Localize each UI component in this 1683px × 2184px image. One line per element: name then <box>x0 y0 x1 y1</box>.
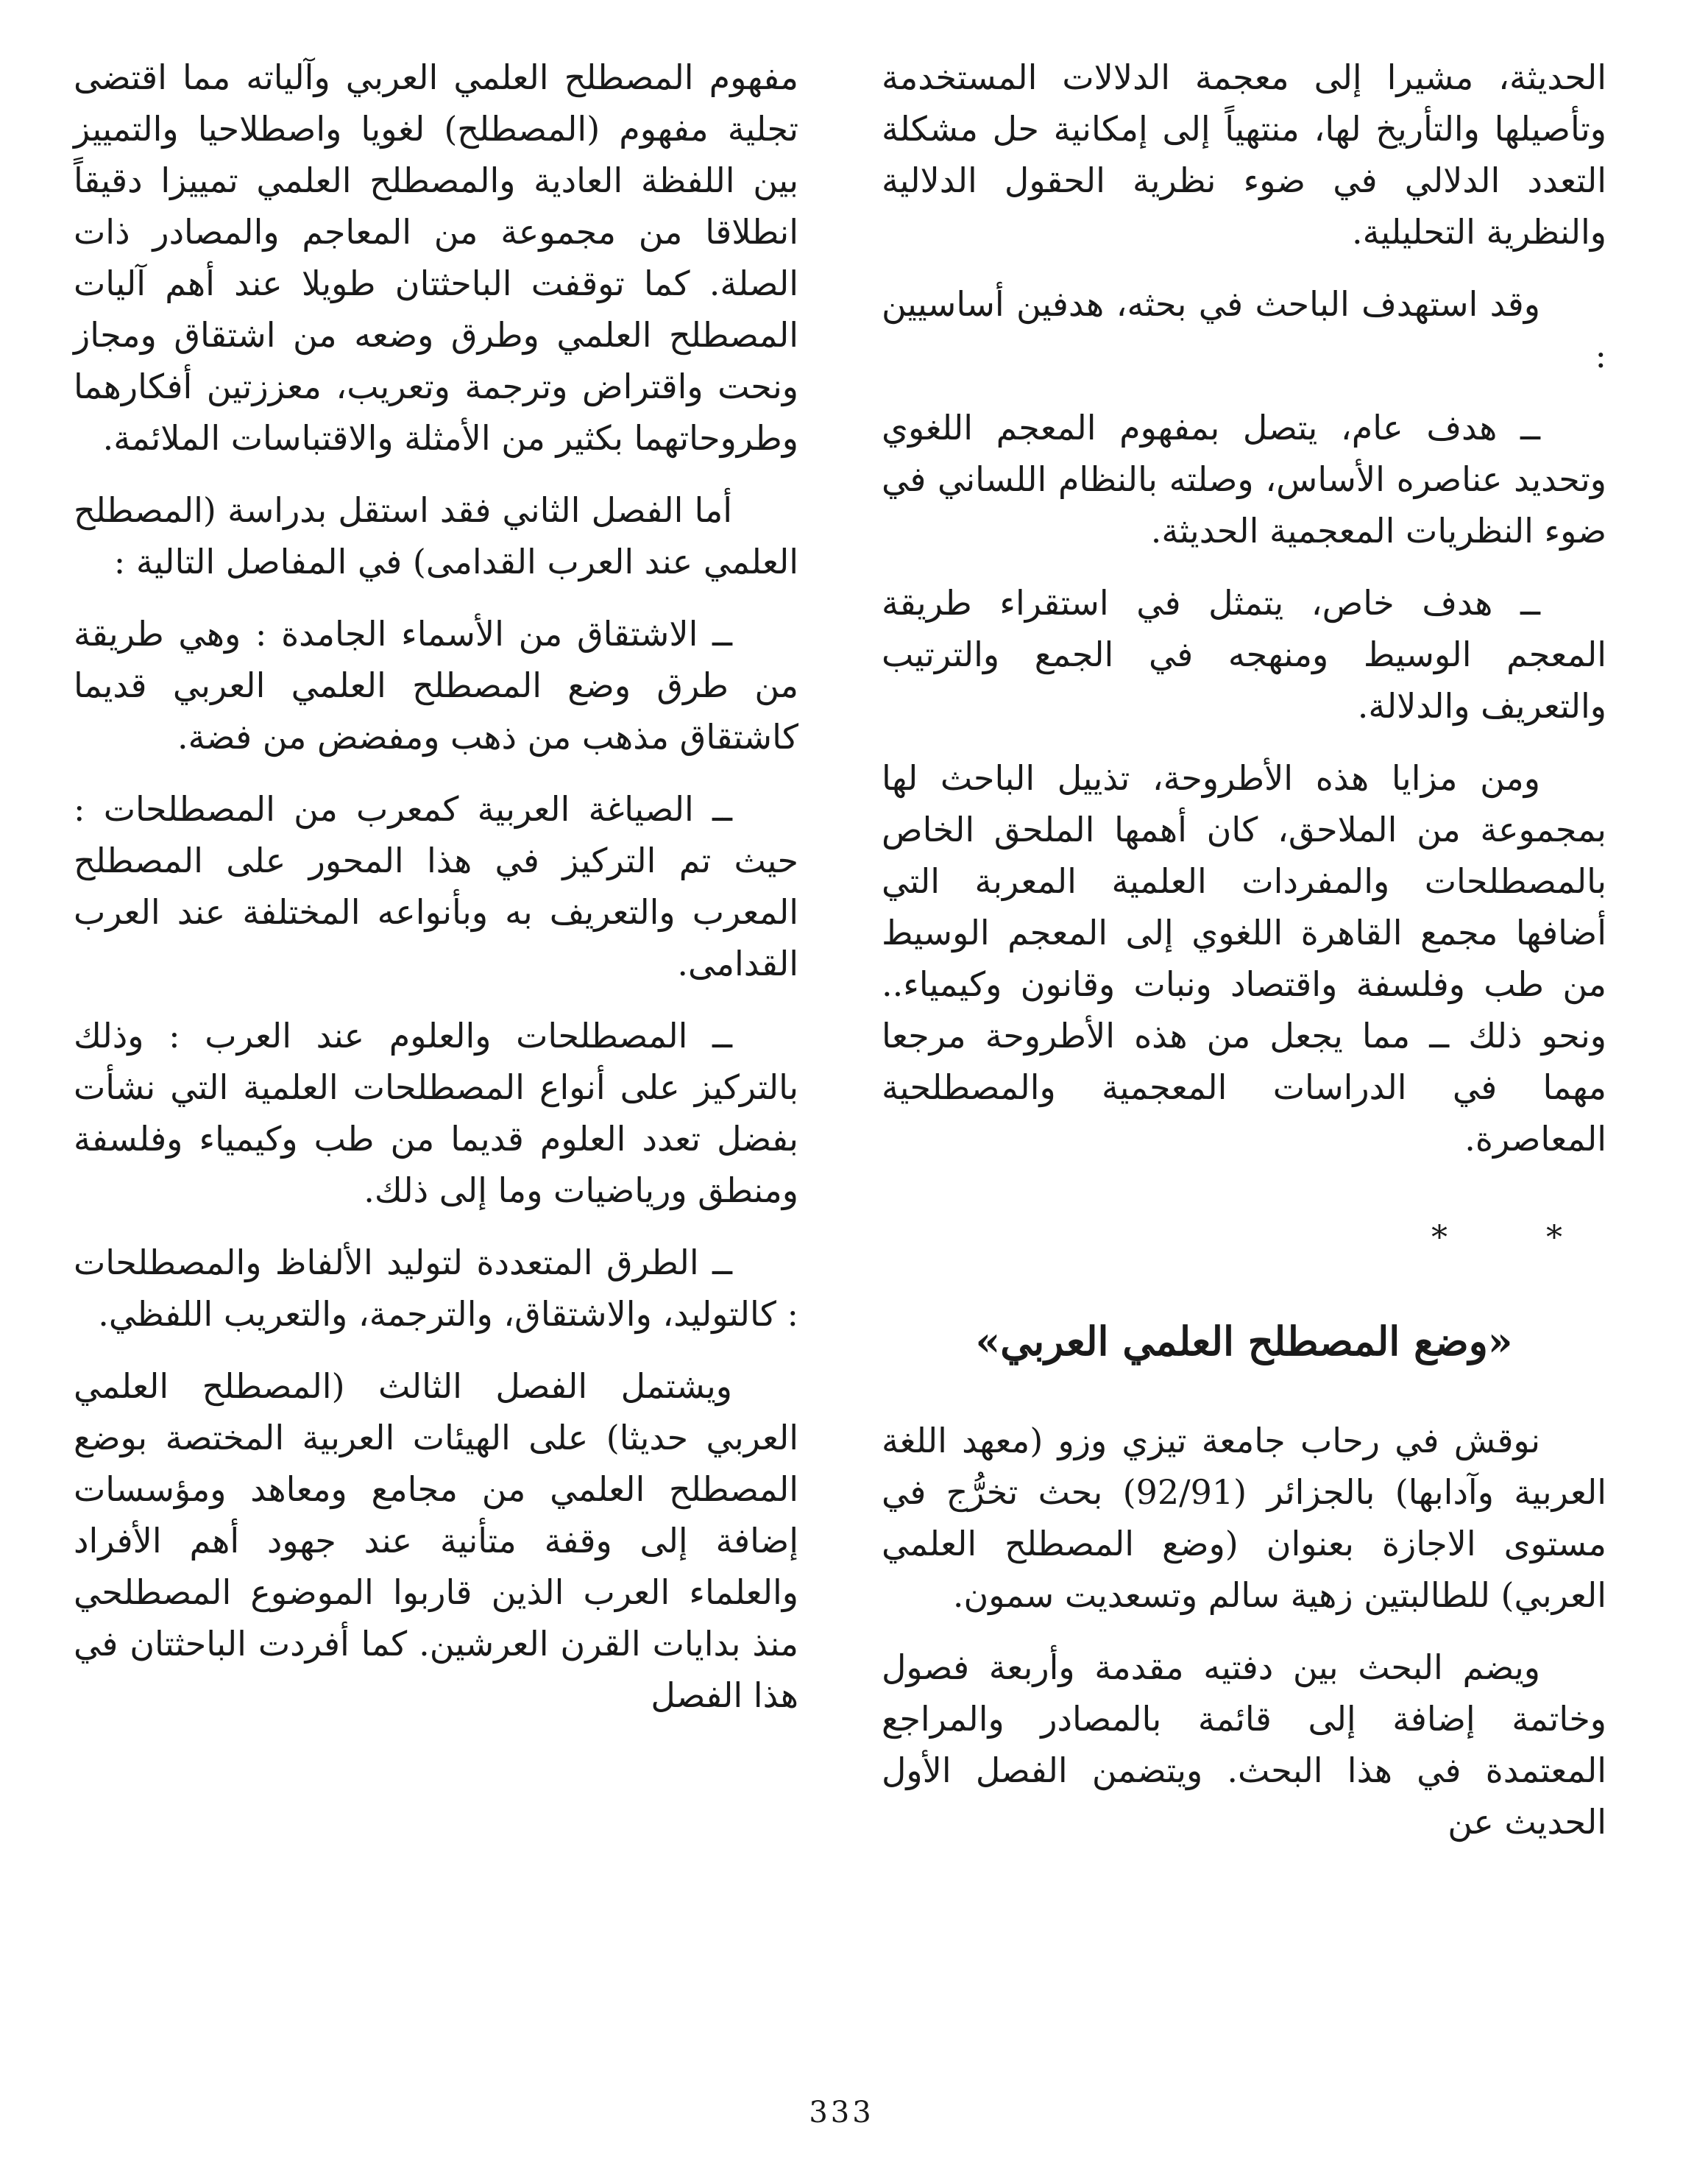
paragraph: نوقش في رحاب جامعة تيزي وزو (معهد اللغة العربية وآدابها) بالجزائر (92/91) بحث تخرُّج في مستوى الاجازة بعنوان (وضع المصطلح العلمي العربي) للطالبتين زهية سالم وتسعديت سمون. <box>882 1421 1606 1615</box>
section-heading: «وضع المصطلح العلمي العربي» <box>975 1318 1513 1365</box>
list-item: ــ هدف عام، يتصل بمفهوم المعجم اللغوي وتحديد عناصره الأساس، وصلته بالنظام اللساني في ضوء النظريات المعجمية الحديثة. <box>882 408 1606 551</box>
right-column <box>882 52 1606 1868</box>
list-item: ــ المصطلحات والعلوم عند العرب : وذلك بالتركيز على أنواع المصطلحات العلمية التي نشأت بفضل تعدد العلوم قديما من طب وكيمياء وفلسفة ومنطق ورياضيات وما إلى ذلك. <box>74 1016 798 1210</box>
list-item: ــ الطرق المتعددة لتوليد الألفاظ والمصطلحات : كالتوليد، والاشتقاق، والترجمة، والتعريب اللفظي. <box>74 1243 798 1334</box>
list-item: ــ الاشتقاق من الأسماء الجامدة : وهي طريقة من طرق وضع المصطلح العلمي العربي قديما كاشتقاق مذهب من ذهب ومفضض من فضة. <box>74 614 798 757</box>
left-column <box>74 52 798 1742</box>
paragraph: الحديثة، مشيرا إلى معجمة الدلالات المستخدمة وتأصيلها والتأريخ لها، منتهياً إلى إمكانية حل مشكلة التعدد الدلالي في ضوء نظرية الحقول الدلالية والنظرية التحليلية. <box>882 57 1606 252</box>
paragraph: وقد استهدف الباحث في بحثه، هدفين أساسيين : <box>882 284 1606 375</box>
paragraph: ويشتمل الفصل الثالث (المصطلح العلمي العربي حديثا) على الهيئات العربية المختصة بوضع المصطلح العلمي من مجامع ومعاهد ومؤسسات إضافة إلى وقفة متأنية عند جهود أهم الأفراد والعلماء العرب الذين قاربوا الموضوع المصطلحي منذ بدايات القرن العرشين. كما أفردت الباحثتان في هذا الفصل <box>74 1366 798 1715</box>
list-item: ــ هدف خاص، يتمثل في استقراء طريقة المعجم الوسيط ومنهجه في الجمع والترتيب والتعريف والدلالة. <box>882 583 1606 726</box>
paragraph: ومن مزايا هذه الأطروحة، تذييل الباحث لها بمجموعة من الملاحق، كان أهمها الملحق الخاص بالمصطلحات والمفردات العلمية المعربة التي أضافها مجمع القاهرة اللغوي إلى المعجم الوسيط من طب وفلسفة واقتصاد ونبات وقانون وكيمياء.. ونحو ذلك ــ مما يجعل من هذه الأطروحة مرجعا مهما في الدراسات المعجمية والمصطلحية المعاصرة. <box>882 758 1606 1159</box>
paragraph: أما الفصل الثاني فقد استقل بدراسة (المصطلح العلمي عند العرب القدامى) في المفاصل التالية : <box>74 490 798 582</box>
paragraph: مفهوم المصطلح العلمي العربي وآلياته مما اقتضى تجلية مفهوم (المصطلح) لغويا واصطلاحيا والتمييز بين اللفظة العادية والمصطلح العلمي تمييزا دقيقاً انطلاقا من مجموعة من المعاجم والمصادر ذات الصلة. كما توقفت الباحثتان طويلا عند أهم آليات المصطلح العلمي وطرق وضعه من اشتقاق ومجاز ونحت واقتراض وترجمة وتعريب، معززتين أفكارهما وطروحاتهما بكثير من الأمثلة والاقتباسات الملائمة. <box>74 57 798 458</box>
section-divider-stars: * * <box>1431 1219 1606 1257</box>
list-item: ــ الصياغة العربية كمعرب من المصطلحات : حيث تم التركيز في هذا المحور على المصطلح المعرب والتعريف به وبأنواعه المختلفة عند العرب القدامى. <box>74 789 798 983</box>
page-number: 333 <box>809 2096 874 2130</box>
paragraph: ويضم البحث بين دفتيه مقدمة وأربعة فصول وخاتمة إضافة إلى قائمة بالمصادر والمراجع المعتمدة في هذا البحث. ويتضمن الفصل الأول الحديث عن <box>882 1647 1606 1842</box>
